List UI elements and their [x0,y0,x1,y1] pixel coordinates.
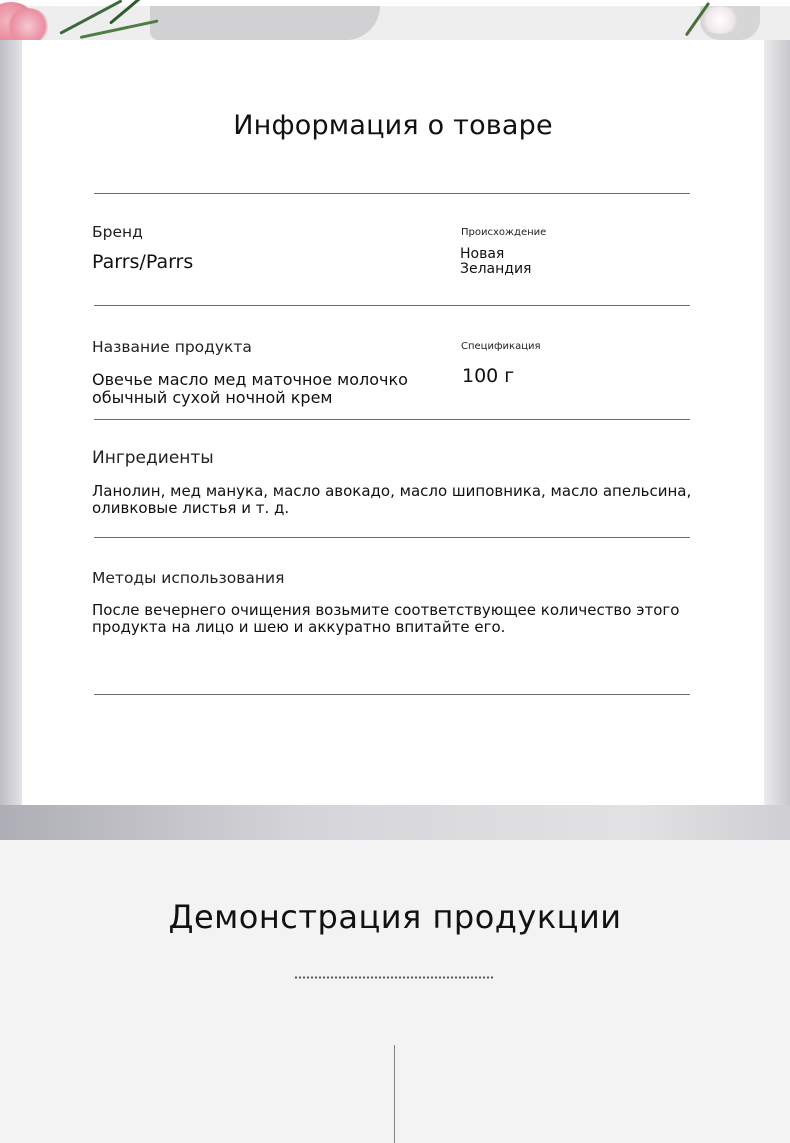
flower-decoration [700,6,740,34]
product-info-card [22,40,764,805]
specification-label: Спецификация [461,341,541,352]
specification-value: 100 г [462,365,515,387]
vertical-line-decoration [394,1045,395,1143]
divider [94,193,690,194]
product-name-value: Овечье масло мед маточное молочко обычный сухой ночной крем [92,370,408,407]
usage-value: После вечернего очищения возьмите соответствующее количество этого продукта на лицо и шею и аккуратно впитайте его. [92,601,680,636]
product-name-label: Название продукта [92,338,252,356]
ingredients-value: Ланолин, мед манука, масло авокадо, масло шиповника, масло апельсина, оливковые листья и т. д. [92,482,692,517]
product-info-title: Информация о товаре [233,110,553,141]
product-demo-section [0,840,790,1143]
divider [94,305,690,306]
brand-label: Бренд [92,223,143,241]
ingredients-label: Ингредиенты [92,448,214,468]
divider [94,419,690,420]
leaf-decoration [80,19,159,39]
divider [94,694,690,695]
card-shadow-right [764,40,790,840]
origin-value: Новая Зеландия [460,246,532,277]
origin-label: Происхождение [461,227,547,238]
paint-splash-decoration [150,6,380,40]
card-shadow-left [0,40,22,840]
card-shadow-bottom [0,805,790,840]
usage-label: Методы использования [92,569,285,587]
dotted-separator [294,976,495,979]
brand-value: Parrs/Parrs [92,251,194,273]
demo-section-title: Демонстрация продукции [168,898,622,936]
divider [94,537,690,538]
flower-decoration [6,8,50,44]
